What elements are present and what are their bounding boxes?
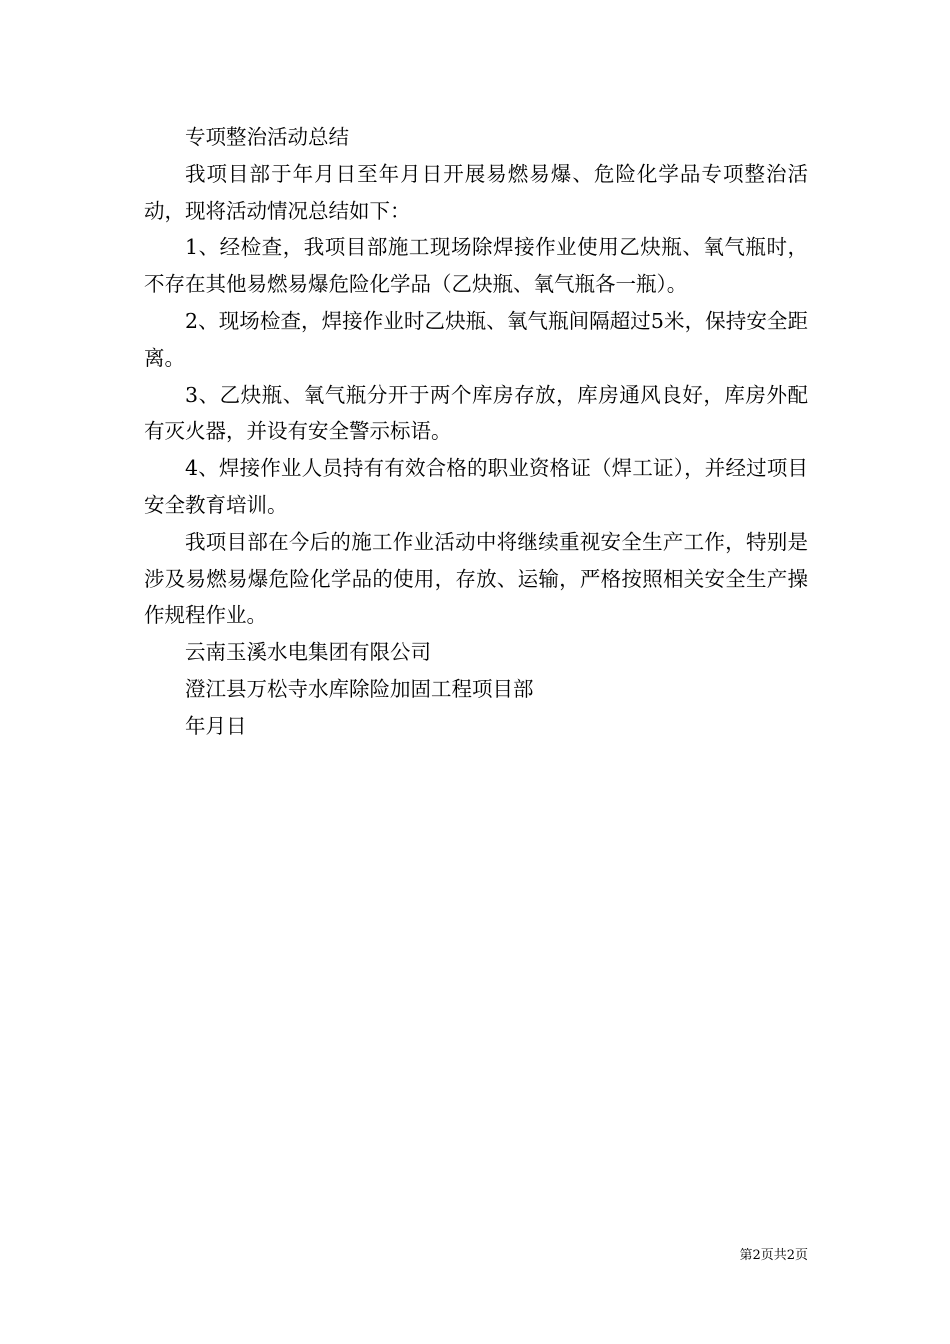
item-paragraph-1: 1、经检查，我项目部施工现场除焊接作业使用乙炔瓶、氧气瓶时，不存在其他易燃易爆危险化学品（乙炔瓶、氧气瓶各一瓶）。: [144, 235, 808, 297]
item-paragraph-3: 3、乙炔瓶、氧气瓶分开于两个库房存放，库房通风良好，库房外配有灭火器，并设有安全警示标语。: [144, 382, 808, 444]
signature-company: 云南玉溪水电集团有限公司: [185, 640, 431, 665]
intro-paragraph: 我项目部于年月日至年月日开展易燃易爆、危险化学品专项整治活动，现将活动情况总结如下：: [144, 161, 808, 223]
closing-paragraph: 我项目部在今后的施工作业活动中将继续重视安全生产工作，特别是涉及易燃易爆危险化学品的使用，存放、运输，严格按照相关安全生产操作规程作业。: [144, 529, 808, 628]
signature-date: 年月日: [185, 713, 247, 738]
item-paragraph-4: 4、焊接作业人员持有有效合格的职业资格证（焊工证），并经过项目安全教育培训。: [144, 456, 808, 517]
document-body: [144, 119, 808, 745]
item-paragraph-2: 2、现场检查，焊接作业时乙炔瓶、氧气瓶间隔超过5米，保持安全距离。: [144, 308, 808, 370]
document-title: 专项整治活动总结: [185, 125, 349, 149]
signature-department: 澄江县万松寺水库除险加固工程项目部: [185, 676, 534, 701]
page-number-footer: 第2页共2页: [739, 1248, 808, 1263]
